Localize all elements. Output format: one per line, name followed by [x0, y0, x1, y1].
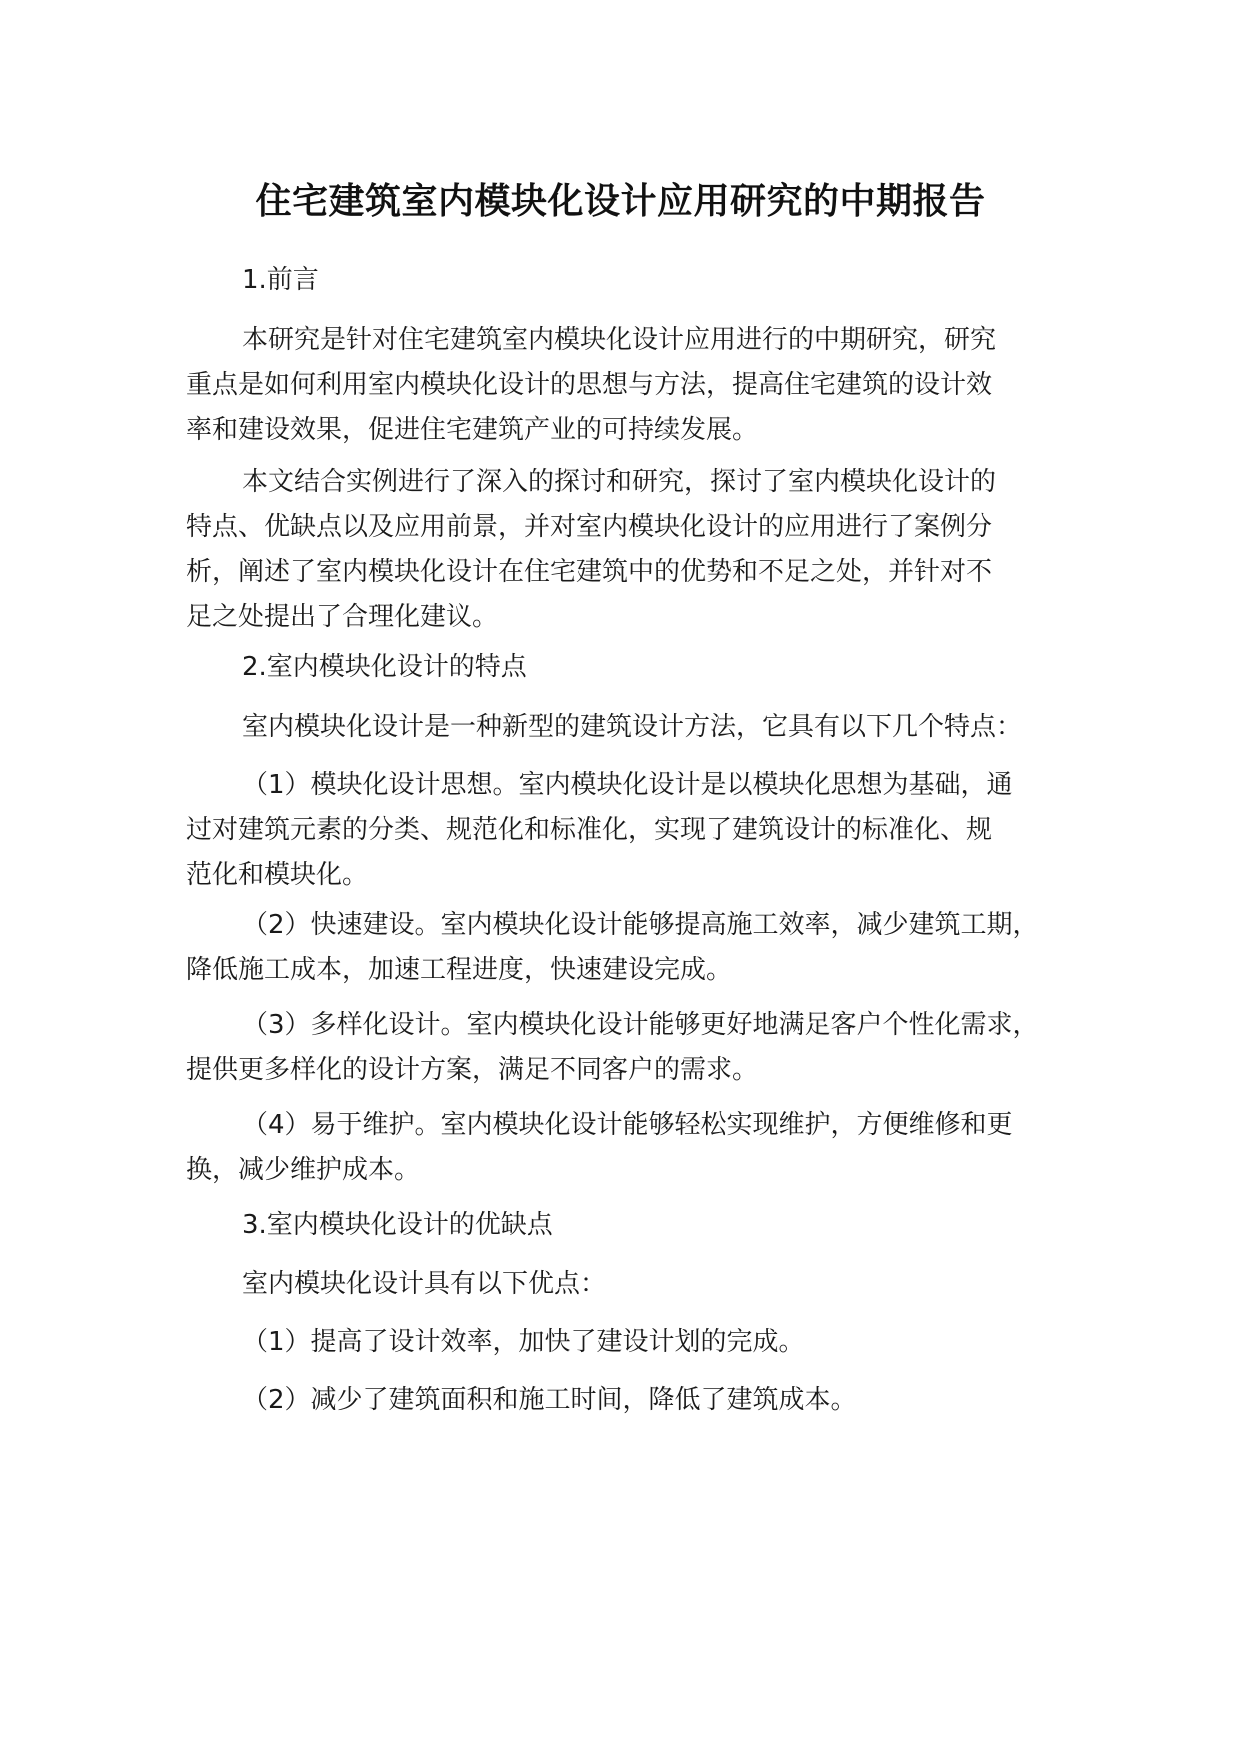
advantage-item-1: [186, 1320, 1122, 1365]
paragraph-line: （1）提高了设计效率，加快了建设计划的完成。: [242, 1327, 805, 1357]
page-title: 住宅建筑室内模块化设计应用研究的中期报告: [255, 181, 986, 222]
paragraph-line: 足之处提出了合理化建议。: [186, 602, 499, 632]
paragraph-line: （4）易于维护。室内模块化设计能够轻松实现维护，方便维修和更: [242, 1110, 1013, 1140]
paragraph-intro-1: [186, 318, 1066, 453]
paragraph-line: 重点是如何利用室内模块化设计的思想与方法，提高住宅建筑的设计效: [186, 370, 993, 400]
paragraph-line: 降低施工成本，加速工程进度，快速建设完成。: [186, 955, 733, 985]
paragraph-line: 率和建设效果，促进住宅建筑产业的可持续发展。: [186, 415, 759, 445]
paragraph-line: （2）减少了建筑面积和施工时间，降低了建筑成本。: [242, 1385, 857, 1415]
paragraph-line: （2）快速建设。室内模块化设计能够提高施工效率，减少建筑工期，: [242, 910, 1039, 940]
paragraph-intro-2: [186, 460, 1066, 640]
paragraph-line: 范化和模块化。: [186, 860, 369, 890]
paragraph-line: 本文结合实例进行了深入的探讨和研究，探讨了室内模块化设计的: [242, 467, 997, 497]
paragraph-line: 换，减少维护成本。: [186, 1155, 421, 1185]
feature-item-4: [186, 1103, 1066, 1193]
paragraph-line: 过对建筑元素的分类、规范化和标准化，实现了建筑设计的标准化、规: [186, 815, 993, 845]
section-2-intro: [186, 705, 1122, 750]
heading-text: 3.室内模块化设计的优缺点: [242, 1210, 553, 1240]
heading-text: 1.前言: [242, 265, 319, 295]
section-heading-1: [186, 258, 1122, 303]
paragraph-line: （1）模块化设计思想。室内模块化设计是以模块化思想为基础，通: [242, 770, 1013, 800]
paragraph-line: 本研究是针对住宅建筑室内模块化设计应用进行的中期研究，研究: [242, 325, 997, 355]
paragraph-line: 特点、优缺点以及应用前景，并对室内模块化设计的应用进行了案例分: [186, 512, 993, 542]
feature-item-1: [186, 763, 1066, 898]
feature-item-3: [186, 1003, 1066, 1093]
paragraph-line: （3）多样化设计。室内模块化设计能够更好地满足客户个性化需求，: [242, 1010, 1039, 1040]
paragraph-line: 析，阐述了室内模块化设计在住宅建筑中的优势和不足之处，并针对不: [186, 557, 993, 587]
paragraph-line: 提供更多样化的设计方案，满足不同客户的需求。: [186, 1055, 759, 1085]
paragraph-line: 室内模块化设计具有以下优点：: [242, 1269, 607, 1299]
section-heading-2: [186, 645, 1122, 690]
paragraph-line: 室内模块化设计是一种新型的建筑设计方法，它具有以下几个特点：: [242, 712, 1023, 742]
section-heading-3: [186, 1203, 1122, 1248]
feature-item-2: [186, 903, 1066, 993]
advantage-item-2: [186, 1378, 1122, 1423]
section-3-intro: [186, 1262, 1122, 1307]
heading-text: 2.室内模块化设计的特点: [242, 652, 527, 682]
